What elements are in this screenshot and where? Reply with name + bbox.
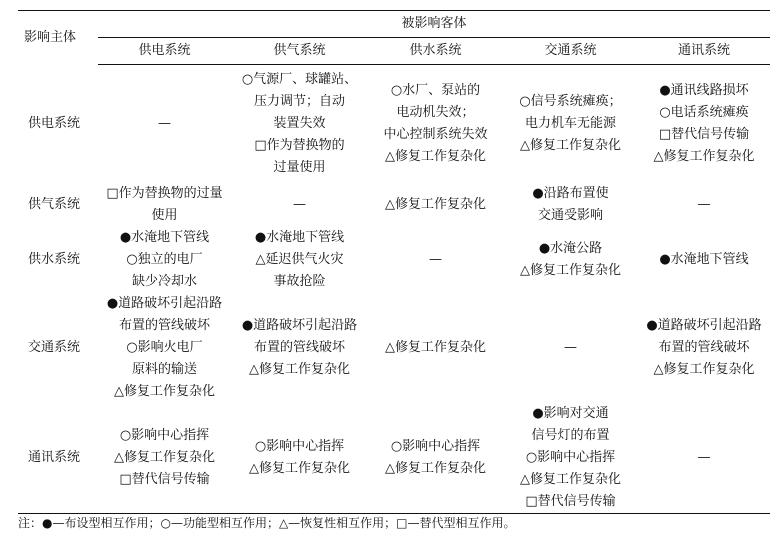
cell-line: ○影响中心指挥 — [254, 438, 345, 454]
cell-line: ●道路破坏引起沿路 — [646, 317, 762, 333]
column-header: 供气系统 — [231, 38, 368, 65]
row-header: 供电系统 — [28, 115, 81, 131]
cell-line: 事故抢险 — [273, 273, 326, 289]
column-header: 供水系统 — [368, 38, 503, 65]
table-cell — [98, 227, 231, 293]
cell-line: ○电话系统瘫痪 — [659, 104, 749, 120]
table-row — [18, 227, 770, 293]
row-header: 交通系统 — [28, 339, 81, 355]
cell-line: △修复工作复杂化 — [249, 460, 350, 476]
group-header-label: 被影响客体 — [98, 11, 770, 38]
table-cell — [503, 293, 638, 403]
cell-line: △修复工作复杂化 — [249, 361, 350, 377]
cell-line: ●水淹地下管线 — [119, 229, 210, 245]
cell-line: — — [429, 251, 442, 267]
cell-line: — — [158, 115, 171, 131]
cell-line: ●水淹公路 — [538, 240, 603, 256]
cell-line: — — [293, 196, 306, 212]
table-cell — [98, 293, 231, 403]
table-body — [18, 65, 770, 514]
header-row-columns — [18, 38, 770, 65]
cell-line: △延迟供气火灾 — [255, 251, 344, 267]
cell-line: ●通讯线路损坏 — [659, 82, 749, 98]
table-note: 注：●—布设型相互作用；○—功能型相互作用；△—恢复性相互作用；□—替代型相互作用。 — [18, 516, 516, 530]
table-cell — [638, 183, 770, 227]
column-header: 交通系统 — [503, 38, 638, 65]
table-cell — [503, 403, 638, 514]
table-row — [18, 65, 770, 183]
table-cell — [638, 227, 770, 293]
table-cell — [503, 183, 638, 227]
cell-line: ○水厂、泵站的 — [390, 82, 481, 98]
cell-line: 压力调节；自动 — [253, 93, 345, 109]
column-header: 供电系统 — [98, 38, 231, 65]
cell-line: ●道路破坏引起沿路 — [106, 295, 223, 311]
cell-line: ○气源厂、球罐站、 — [241, 71, 358, 87]
table-cell — [231, 293, 368, 403]
table-row — [18, 293, 770, 403]
cell-line: ○独立的电厂 — [126, 251, 203, 267]
cell-line: △修复工作复杂化 — [114, 383, 215, 399]
cell-line: △修复工作复杂化 — [385, 339, 486, 355]
cell-line: ●沿路布置使 — [532, 185, 609, 201]
cell-line: □替代信号传输 — [119, 471, 210, 487]
table-cell — [368, 183, 503, 227]
cell-line: △修复工作复杂化 — [114, 449, 215, 465]
table-cell — [368, 65, 503, 183]
cell-line: ●道路破坏引起沿路 — [241, 317, 358, 333]
table-row — [18, 183, 770, 227]
table-cell — [231, 183, 368, 227]
cell-line: 布置的管线破坏 — [658, 339, 750, 355]
interaction-table — [18, 10, 770, 514]
table-cell — [503, 65, 638, 183]
header-row-group — [18, 11, 770, 38]
cell-line: 信号灯的布置 — [531, 427, 610, 443]
cell-line: ●水淹地下管线 — [659, 251, 749, 267]
cell-line: △修复工作复杂化 — [653, 148, 755, 164]
table-cell — [638, 293, 770, 403]
cell-line: 使用 — [151, 207, 178, 223]
table-cell — [98, 403, 231, 514]
cell-line: 电力机车无能源 — [524, 115, 616, 131]
table-cell — [638, 65, 770, 183]
cell-line: — — [697, 196, 711, 212]
cell-line: ●水淹地下管线 — [254, 229, 345, 245]
cell-line: △修复工作复杂化 — [385, 148, 486, 164]
row-header: 供水系统 — [28, 251, 81, 267]
cell-line: ○影响火电厂 — [126, 339, 203, 355]
cell-line: □替代信号传输 — [658, 126, 750, 142]
cell-line: △修复工作复杂化 — [385, 196, 486, 212]
cell-line: △修复工作复杂化 — [520, 471, 621, 487]
cell-line: ○影响中心指挥 — [390, 438, 481, 454]
cell-line: — — [697, 449, 711, 465]
cell-line: □作为替换物的过量 — [106, 185, 223, 201]
cell-line: □替代信号传输 — [525, 493, 616, 509]
cell-line: 中心控制系统失效 — [383, 126, 488, 142]
row-header-label: 影响主体 — [18, 11, 98, 65]
table-cell — [98, 65, 231, 183]
table-cell — [368, 293, 503, 403]
table-cell — [503, 227, 638, 293]
cell-line: □作为替换物的 — [254, 137, 345, 153]
cell-line: ●影响对交通 — [532, 405, 609, 421]
table-row — [18, 403, 770, 514]
row-header: 通讯系统 — [18, 403, 98, 514]
row-header: 供气系统 — [28, 196, 81, 212]
cell-line: △修复工作复杂化 — [385, 460, 486, 476]
cell-line: — — [564, 339, 577, 355]
cell-line: 原料的输送 — [131, 361, 197, 377]
table-cell — [231, 65, 368, 183]
cell-line: ○影响中心指挥 — [119, 427, 210, 443]
cell-line: △修复工作复杂化 — [520, 137, 621, 153]
cell-line: △修复工作复杂化 — [520, 262, 621, 278]
cell-line: △修复工作复杂化 — [653, 361, 755, 377]
table-cell — [638, 403, 770, 514]
cell-line: ○信号系统瘫痪； — [519, 93, 622, 109]
table-cell — [231, 227, 368, 293]
cell-line: 布置的管线破坏 — [118, 317, 210, 333]
cell-line: 交通受影响 — [537, 207, 603, 223]
cell-line: 电动机失效； — [396, 104, 475, 120]
column-header: 通讯系统 — [638, 38, 770, 65]
table-cell — [98, 183, 231, 227]
table-cell — [368, 227, 503, 293]
cell-line: 缺少冷却水 — [131, 273, 197, 289]
cell-line: 布置的管线破坏 — [253, 339, 345, 355]
table-cell — [368, 403, 503, 514]
cell-line: ○影响中心指挥 — [525, 449, 616, 465]
cell-line: 过量使用 — [273, 159, 326, 175]
cell-line: 装置失效 — [273, 115, 326, 131]
table-cell — [231, 403, 368, 514]
